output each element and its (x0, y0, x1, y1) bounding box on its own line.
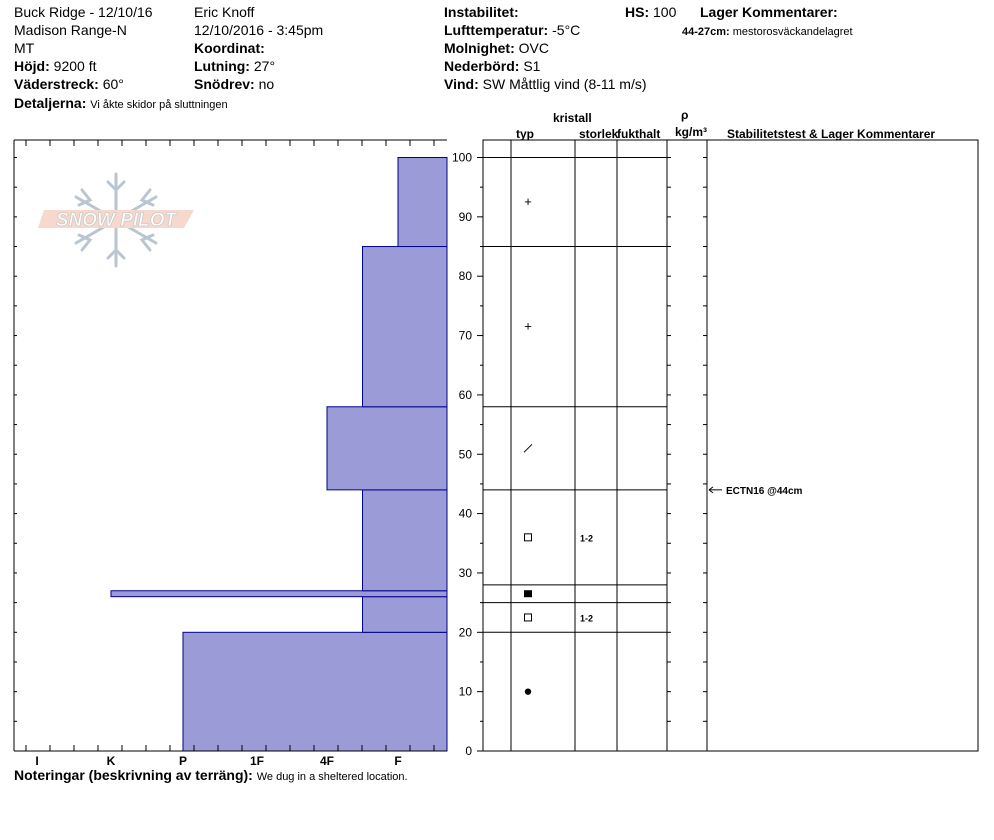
hardness-label-p: P (178, 754, 188, 768)
layer-comment-range: 44-27cm: (682, 26, 730, 38)
hardness-label-1f: 1F (249, 754, 265, 768)
y-tick-label-80: 80 (458, 269, 472, 284)
terrain-notes (14, 767, 408, 785)
details-value: Vi åkte skidor på sluttningen (90, 99, 228, 111)
instability-label: Instabilitet: (444, 4, 519, 20)
y-tick-label-60: 60 (458, 387, 472, 402)
precipitation-label: Nederbörd: (444, 58, 520, 74)
elevation-value: 9200 ft (53, 58, 97, 74)
snow-height-label: HS: (625, 4, 650, 20)
logo-text: SNOW PILOT (55, 210, 177, 231)
hardness-label-4f: 4F (319, 754, 335, 768)
grain-symbol-2 (524, 444, 532, 452)
column-type-header: typ (516, 127, 534, 141)
hardness-label-f: F (394, 754, 402, 768)
state-name: MT (14, 40, 35, 56)
sky-cover-value: OVC (518, 40, 549, 56)
snow-drift-label: Snödrev: (194, 76, 255, 92)
column-stability-header: Stabilitetstest & Lager Kommentarer (727, 127, 936, 141)
grain-symbol-5 (525, 614, 532, 621)
snow-height-value: 100 (653, 4, 677, 20)
hardness-label-i: I (35, 754, 39, 768)
hardness-bar-0 (183, 632, 447, 751)
wind-value: SW Måttlig vind (8-11 m/s) (482, 76, 647, 92)
terrain-notes-value: We dug in a sheltered location. (256, 771, 408, 783)
grain-symbol-4 (525, 591, 532, 597)
column-size-header: storlek (579, 127, 619, 141)
hardness-bar-1 (363, 597, 448, 633)
air-temperature-label: Lufttemperatur: (444, 22, 549, 38)
column-density-unit: kg/m³ (675, 125, 708, 139)
range-name: Madison Range-N (14, 22, 127, 38)
y-tick-label-90: 90 (458, 209, 472, 224)
wind-label: Vind: (444, 76, 479, 92)
slope-label: Lutning: (194, 58, 250, 74)
observer-name: Eric Knoff (194, 4, 255, 20)
y-tick-label-20: 20 (458, 625, 472, 640)
layer-table-frame (483, 140, 978, 751)
hardness-bar-4 (327, 407, 447, 490)
sky-cover-label: Molnighet: (444, 40, 515, 56)
grain-symbol-1: + (524, 318, 532, 334)
column-moisture-header: fukthalt (617, 127, 661, 141)
aspect-label: Väderstreck: (14, 76, 99, 92)
column-crystal-header: kristall (553, 111, 592, 125)
snow-drift-value: no (258, 76, 275, 92)
precipitation-value: S1 (523, 58, 541, 74)
y-tick-label-10: 10 (458, 684, 472, 699)
elevation-label: Höjd: (14, 58, 50, 74)
y-tick-label-70: 70 (458, 328, 472, 343)
grain-symbol-0: + (524, 194, 532, 210)
hardness-bar-6 (398, 158, 447, 247)
terrain-notes-label: Noteringar (beskrivning av terräng): (14, 767, 253, 783)
y-tick-label-50: 50 (458, 447, 472, 462)
air-temperature-value: -5°C (552, 22, 581, 38)
grain-symbol-6 (525, 688, 531, 694)
observation-datetime: 12/10/2016 - 3:45pm (194, 22, 324, 38)
y-tick-label-40: 40 (458, 506, 472, 521)
layer-comments-label: Lager Kommentarer: (700, 4, 838, 20)
aspect-value: 60° (102, 76, 124, 92)
hardness-label-k: K (106, 754, 116, 768)
test-label-0: ECTN16 @44cm (726, 485, 803, 497)
layer-comment-text: mestorosväckandelagret (732, 26, 853, 38)
slope-value: 27° (253, 58, 276, 74)
column-density-symbol: ρ (681, 108, 689, 122)
grain-size-5: 1-2 (580, 613, 594, 624)
grain-size-3: 1-2 (580, 533, 594, 544)
hardness-bar-5 (363, 247, 448, 407)
hardness-bar-3 (363, 490, 448, 591)
grain-symbol-3 (525, 534, 532, 541)
y-tick-label-30: 30 (458, 565, 472, 580)
hardness-bar-2 (111, 591, 447, 597)
site-name: Buck Ridge - 12/10/16 (14, 4, 153, 20)
details-label: Detaljerna: (14, 95, 87, 111)
y-tick-label-0: 0 (465, 744, 472, 758)
y-tick-label-100: 100 (451, 150, 472, 165)
coordinate-label: Koordinat: (194, 40, 265, 56)
